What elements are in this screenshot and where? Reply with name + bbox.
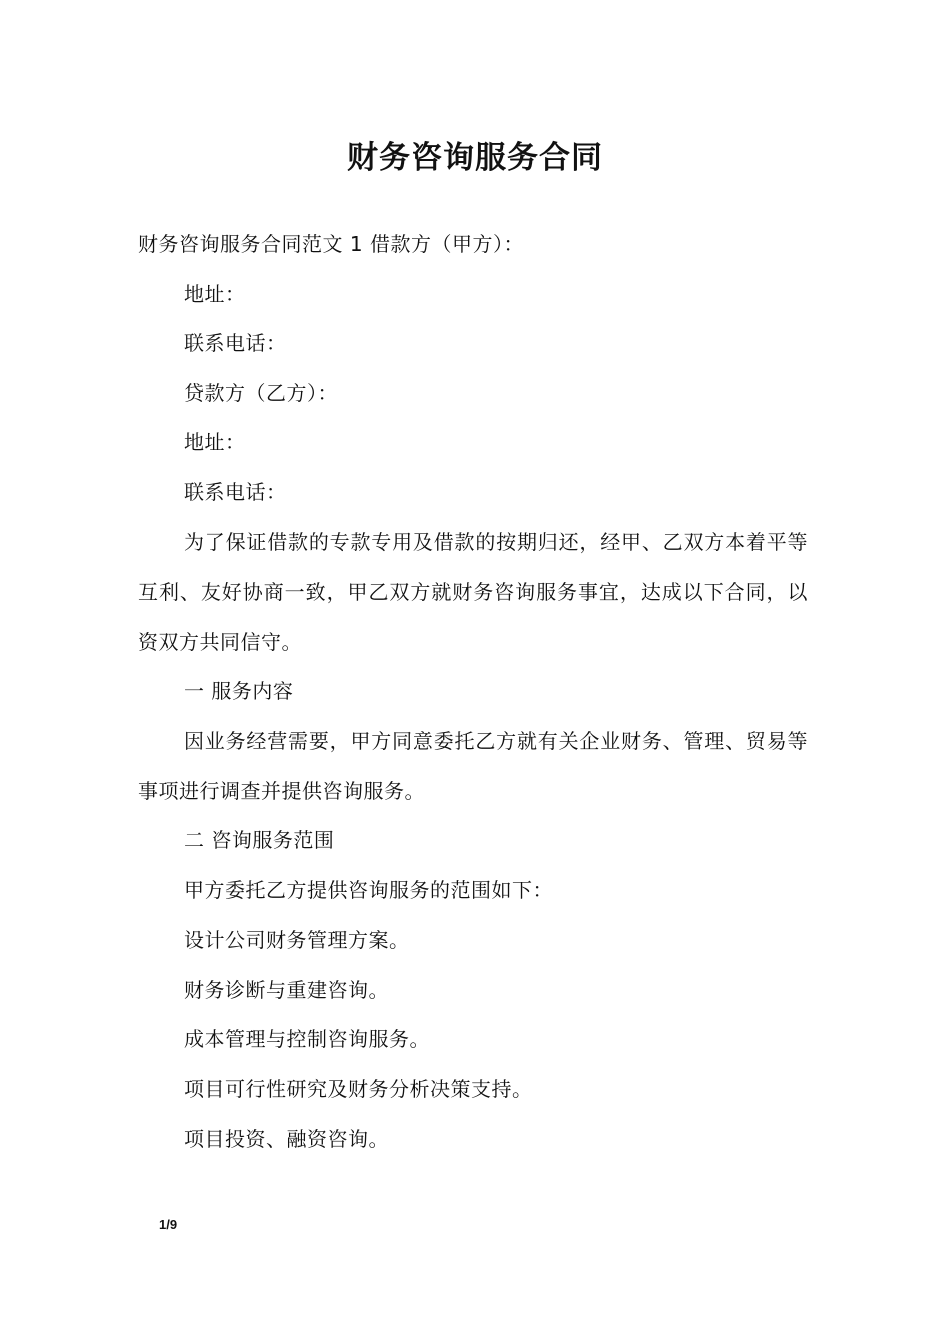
scope-list-item: 成本管理与控制咨询服务。 [184,1027,430,1051]
section-1-heading: 一 服务内容 [184,679,294,703]
scope-list-item: 财务诊断与重建咨询。 [184,978,389,1002]
page-number: 1/9 [159,1217,178,1232]
section-2-intro: 甲方委托乙方提供咨询服务的范围如下： [184,878,553,902]
scope-list-item: 设计公司财务管理方案。 [184,928,410,952]
section-2-heading: 二 咨询服务范围 [184,828,335,852]
scope-list-item: 项目投资、融资咨询。 [184,1127,389,1151]
party-a-address: 地址： [184,282,246,306]
party-a-phone: 联系电话： [184,331,287,355]
document-title: 财务咨询服务合同 [347,140,603,176]
section-1-body: 因业务经营需要，甲方同意委托乙方就有关企业财务、管理、贸易等事项进行调查并提供咨询服务。 [138,729,808,803]
party-b-address: 地址： [184,430,246,454]
intro-line: 财务咨询服务合同范文 1 借款方（甲方）： [138,232,524,256]
party-b-label: 贷款方（乙方）： [184,381,338,405]
party-b-phone: 联系电话： [184,480,287,504]
preamble-paragraph: 为了保证借款的专款专用及借款的按期归还，经甲、乙双方本着平等互利、友好协商一致，甲乙双方就财务咨询服务事宜，达成以下合同，以资双方共同信守。 [138,530,808,654]
scope-list-item: 项目可行性研究及财务分析决策支持。 [184,1077,533,1101]
